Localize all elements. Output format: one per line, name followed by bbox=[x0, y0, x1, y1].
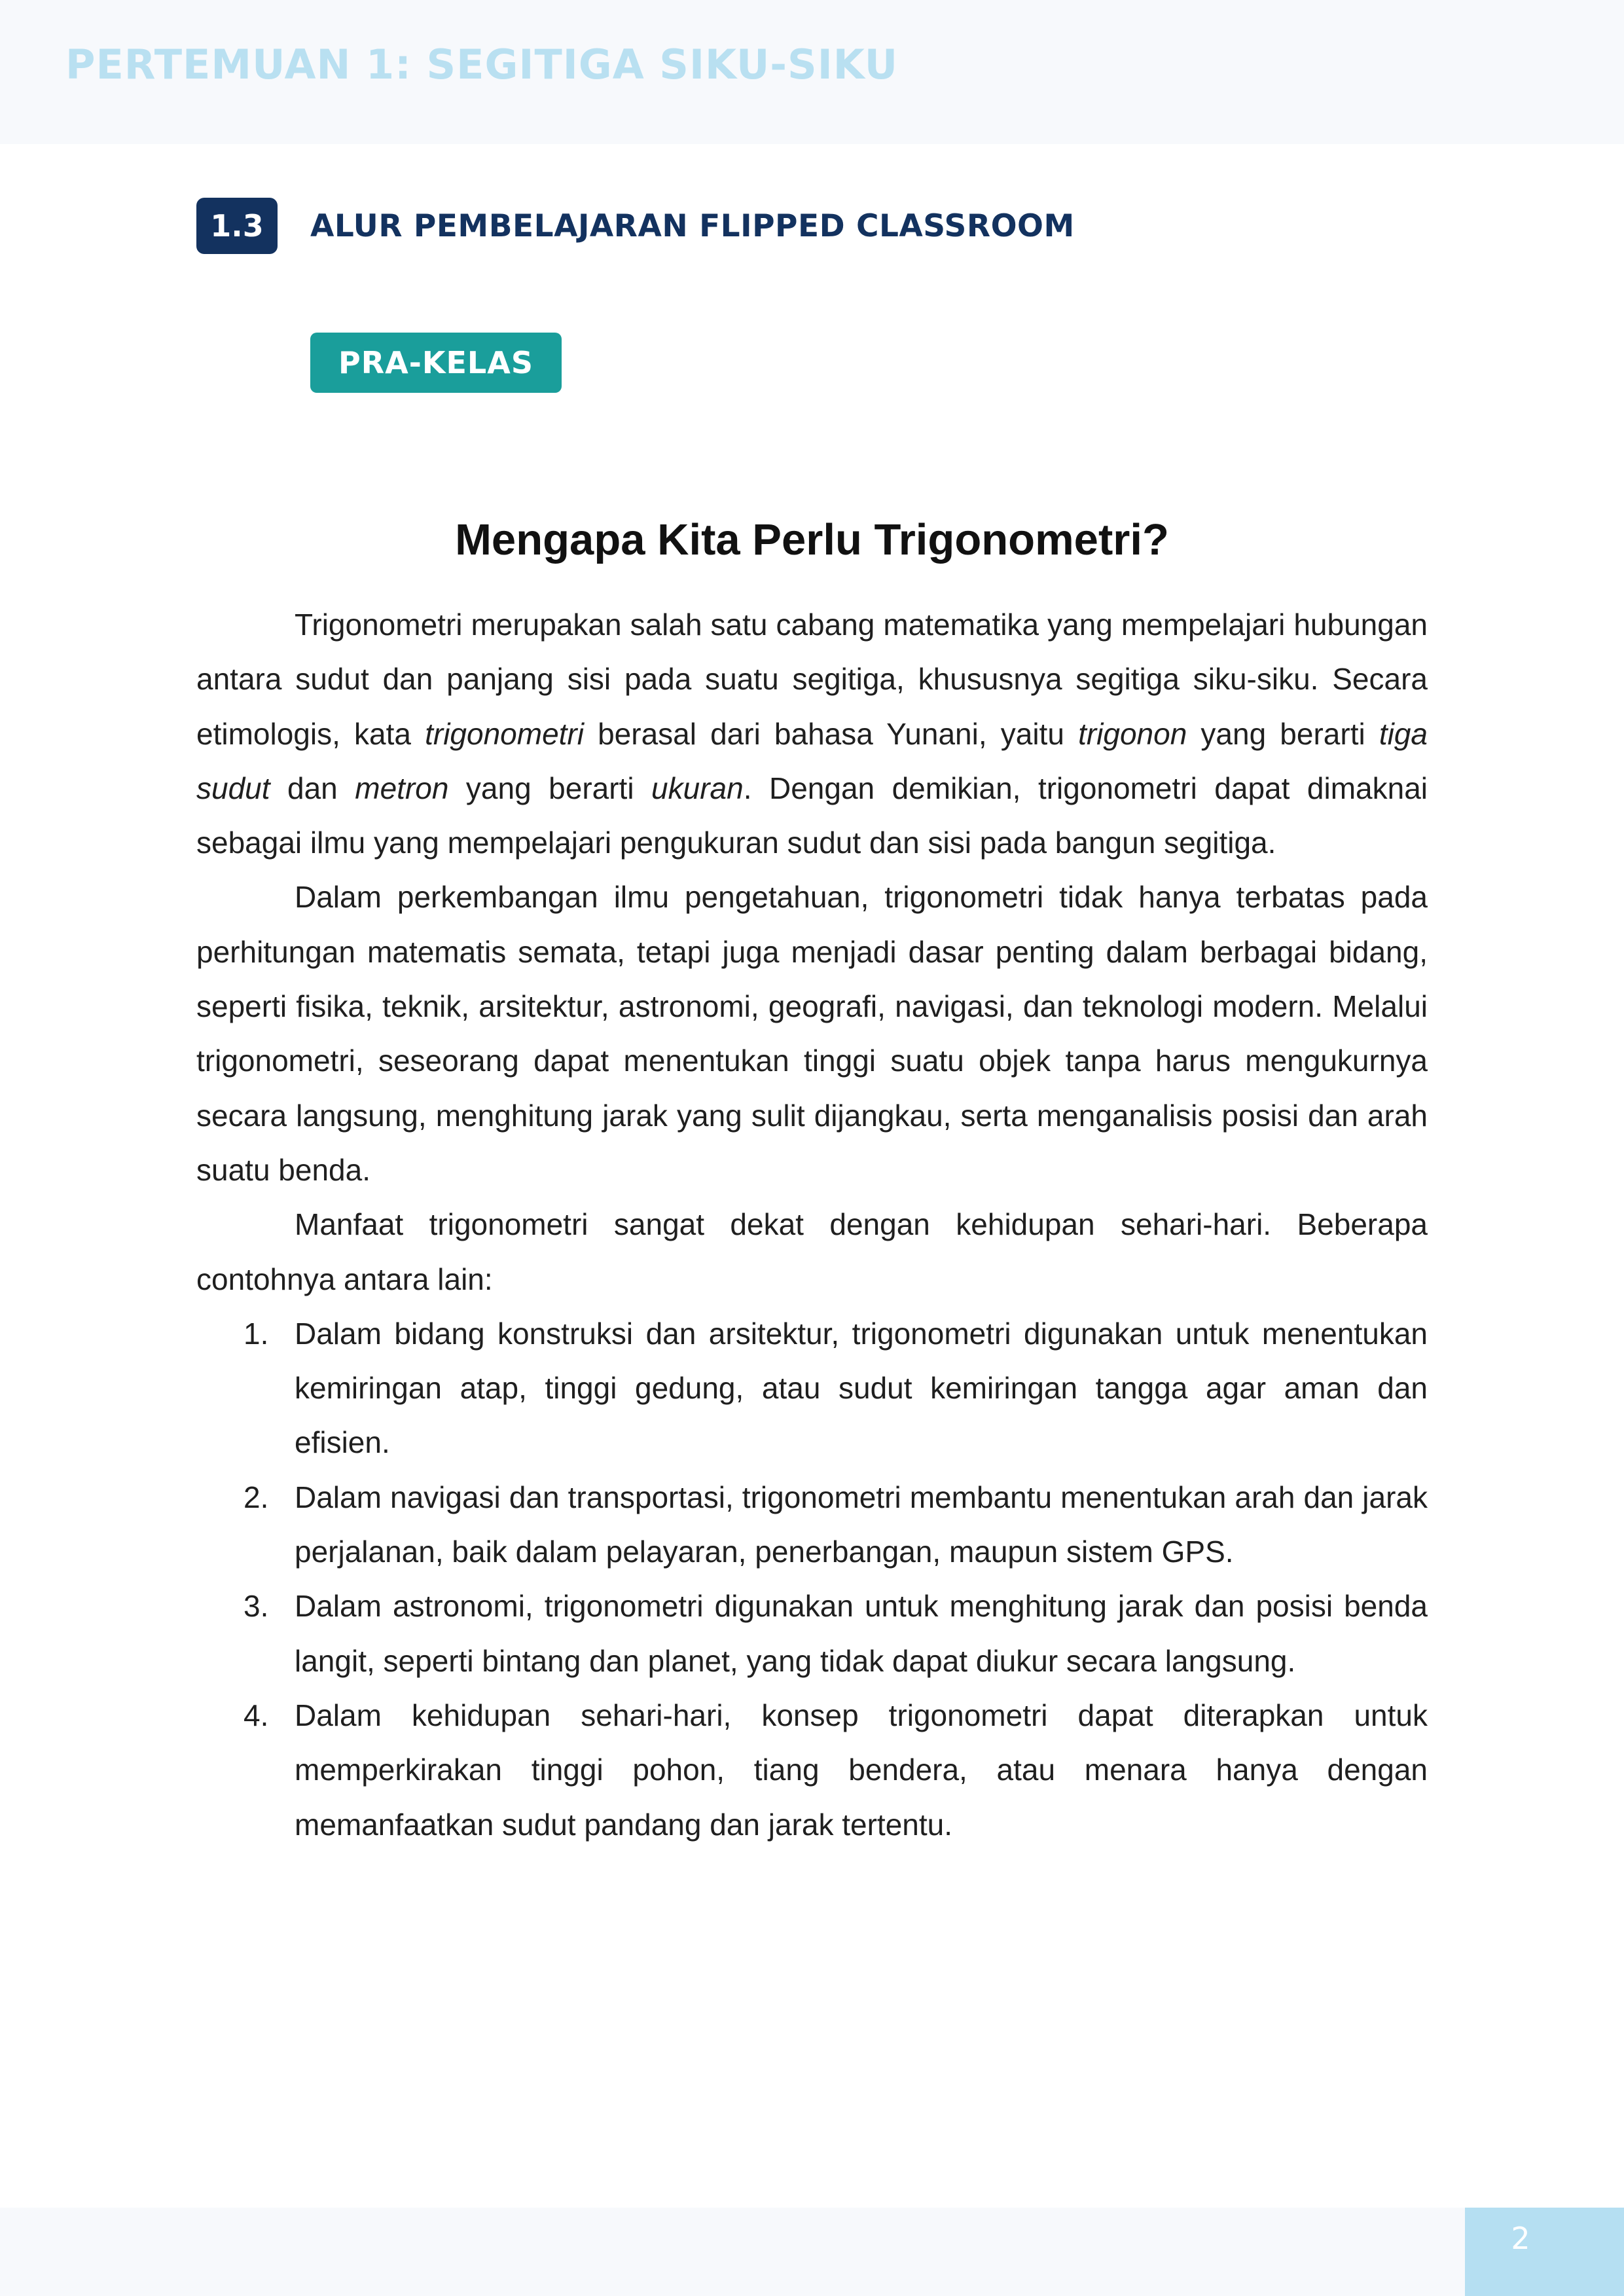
list-item-number: 4. bbox=[244, 1698, 269, 1732]
paragraph-text: dan bbox=[270, 771, 355, 805]
list-item-number: 3. bbox=[244, 1589, 269, 1624]
list-item bbox=[196, 1579, 1428, 1688]
paragraph-intro bbox=[196, 598, 1428, 870]
italic-term: trigonon bbox=[1078, 716, 1187, 751]
list-item-text: Dalam astronomi, trigonometri digunakan untuk menghitung jarak dan posisi benda langit, seperti bintang dan planet, yang tidak dapat diukur secara langsung. bbox=[295, 1589, 1428, 1678]
list-item-text: Dalam navigasi dan transportasi, trigonometri membantu menentukan arah dan jarak perjalanan, baik dalam pelayaran, penerbangan, maupun sistem GPS. bbox=[295, 1480, 1428, 1569]
list-item bbox=[196, 1307, 1428, 1470]
main-heading: Mengapa Kita Perlu Trigonometri? bbox=[455, 515, 1169, 564]
paragraph-text: Trigonometri merupakan salah satu cabang matematika yang mempelajari hubungan antara sudut dan panjang sisi pada suatu segitiga, khususnya segitiga siku-siku. Secara etimologis, kata bbox=[196, 608, 1428, 751]
list-item-text: Dalam kehidupan sehari-hari, konsep trigonometri dapat diterapkan untuk memperkirakan tinggi pohon, tiang bendera, atau menara hanya dengan memanfaatkan sudut pandang dan jarak tertentu. bbox=[295, 1698, 1428, 1842]
benefits-list bbox=[196, 1307, 1428, 1852]
section-title: ALUR PEMBELAJARAN FLIPPED CLASSROOM bbox=[310, 208, 1075, 244]
list-item-number: 2. bbox=[244, 1480, 269, 1514]
page-footer bbox=[0, 2208, 1624, 2296]
phase-badge: PRA-KELAS bbox=[310, 333, 562, 393]
list-item-text: Dalam bidang konstruksi dan arsitektur, trigonometri digunakan untuk menentukan kemiringan atap, tinggi gedung, atau sudut kemiringan tangga agar aman dan efisien. bbox=[295, 1316, 1428, 1460]
page-header bbox=[0, 0, 1624, 144]
italic-term: tiga sudut bbox=[196, 716, 1428, 805]
paragraph-text: . Dengan demikian, trigonometri dapat dimaknai sebagai ilmu yang mempelajari pengukuran sudut dan sisi pada bangun segitiga. bbox=[196, 771, 1428, 860]
list-item-number: 1. bbox=[244, 1316, 269, 1351]
paragraph-text: yang berarti bbox=[448, 771, 652, 805]
italic-term: metron bbox=[355, 771, 449, 805]
paragraph-text: berasal dari bahasa Yunani, yaitu bbox=[583, 716, 1079, 751]
list-item bbox=[196, 1688, 1428, 1852]
paragraph-development: Dalam perkembangan ilmu pengetahuan, trigonometri tidak hanya terbatas pada perhitungan matematis semata, tetapi juga menjadi dasar penting dalam berbagai bidang, seperti fisika, teknik, arsitektur, astronomi, geografi, navigasi, dan teknologi modern. Melalui trigonometri, seseorang dapat menentukan tinggi suatu objek tanpa harus mengukurnya secara langsung, menghitung jarak yang sulit dijangkau, serta menganalisis posisi dan arah suatu benda. bbox=[196, 880, 1428, 1187]
header-title: PERTEMUAN 1: SEGITIGA SIKU-SIKU bbox=[65, 41, 899, 88]
section-number-badge: 1.3 bbox=[196, 198, 278, 254]
paragraph-text: yang berarti bbox=[1187, 716, 1379, 751]
page-number: 2 bbox=[1511, 2221, 1530, 2256]
italic-term: ukuran bbox=[651, 771, 744, 805]
list-item bbox=[196, 1470, 1428, 1580]
paragraph-benefits: Manfaat trigonometri sangat dekat dengan kehidupan sehari-hari. Beberapa contohnya antara lain: bbox=[196, 1207, 1428, 1296]
document-body bbox=[196, 598, 1428, 1852]
italic-term: trigonometri bbox=[425, 716, 584, 751]
